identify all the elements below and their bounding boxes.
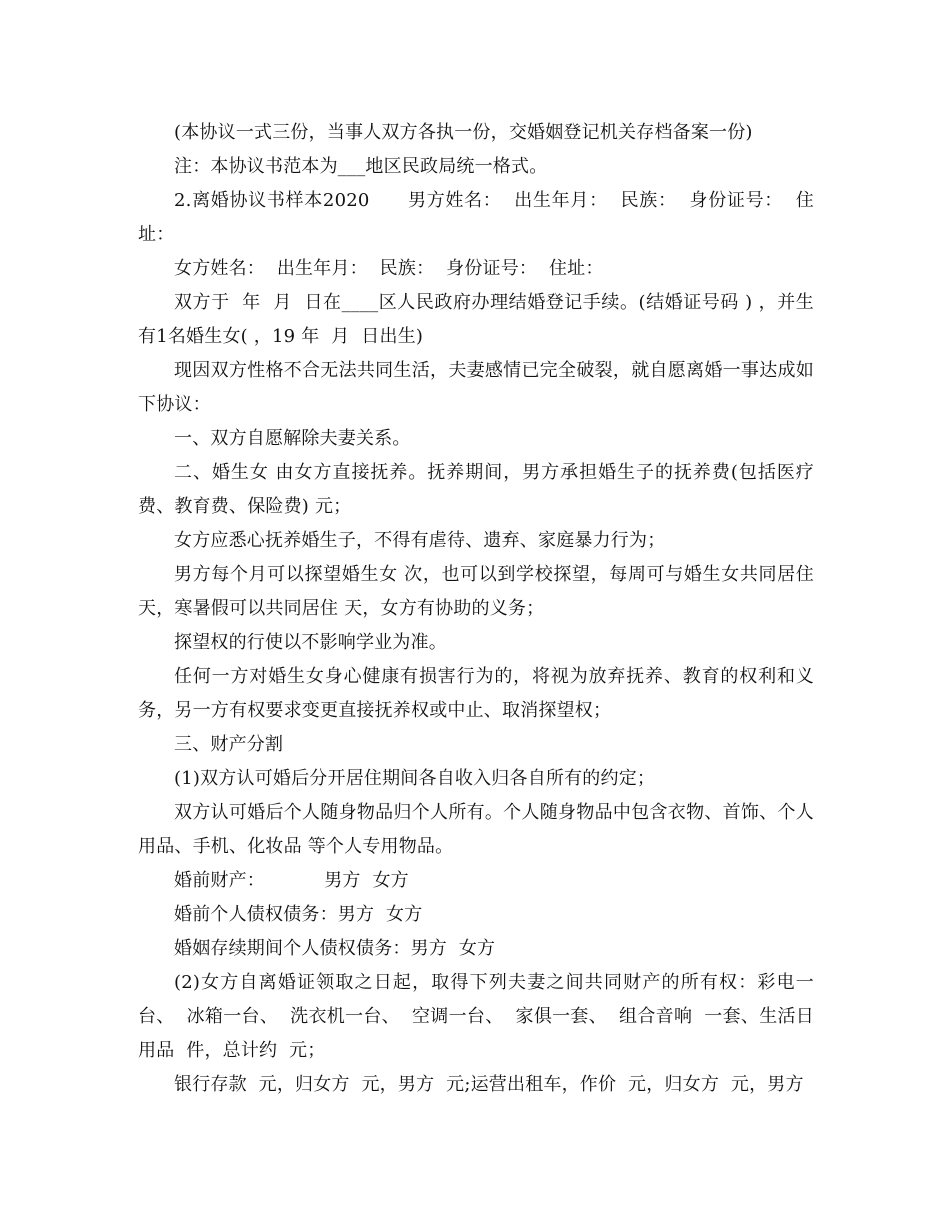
visitation-rights: 男方每个月可以探望婚生女 次，也可以到学校探望，每周可与婚生女共同居住 天，寒暑假可以共同居住 天，女方有协助的义务； (138, 564, 814, 619)
woman-info: 女方姓名： 出生年月： 民族： 身份证号： 住址： (174, 258, 604, 279)
marriage-debts: 婚姻存续期间个人债权债务：男方 女方 (174, 938, 496, 959)
sample-heading-man-info: 2.离婚协议书样本2020 男方姓名： 出生年月： 民族： 身份证号： 住址： (138, 190, 814, 245)
document-body (138, 116, 814, 1102)
clause-custody: 二、婚生女 由女方直接抚养。抚养期间，男方承担婚生子的抚养费(包括医疗费、教育费、保险费) 元； (138, 462, 814, 517)
marriage-registration: 双方于 年 月 日在____区人民政府办理结婚登记手续。(结婚证号码 ) ，并生有1名婚生女( ，19 年 月 日出生) (138, 292, 814, 347)
premarital-property: 婚前财产： 男方 女方 (174, 870, 409, 891)
shared-property: (2)女方自离婚证领取之日起，取得下列夫妻之间共同财产的所有权：彩电一台、 冰箱一台、 洗衣机一台、 空调一台、 家俱一套、 组合音响 一套、生活日用品 件，总计约 元； (138, 972, 814, 1061)
income-agreement: (1)双方认可婚后分开居住期间各自收入归各自所有的约定； (174, 768, 656, 789)
clause-property: 三、财产分割 (174, 734, 284, 755)
visitation-limit: 探望权的行使以不影响学业为准。 (174, 632, 447, 653)
premarital-debts: 婚前个人债权债务：男方 女方 (174, 904, 423, 925)
custody-care: 女方应悉心抚养婚生子，不得有虐待、遗弃、家庭暴力行为； (174, 530, 666, 551)
divorce-reason: 现因双方性格不合无法共同生活，夫妻感情已完全破裂，就自愿离婚一事达成如下协议： (138, 360, 814, 415)
custody-change: 任何一方对婚生女身心健康有损害行为的，将视为放弃抚养、教育的权利和义务，另一方有权要求变更直接抚养权或中止、取消探望权； (138, 666, 814, 721)
clause-dissolve: 一、双方自愿解除夫妻关系。 (174, 428, 411, 449)
copies-note: (本协议一式三份，当事人双方各执一份，交婚姻登记机关存档备案一份) (174, 122, 753, 143)
personal-items: 双方认可婚后个人随身物品归个人所有。个人随身物品中包含衣物、首饰、个人用品、手机、化妆品 等个人专用物品。 (138, 802, 814, 857)
bank-deposit: 银行存款 元，归女方 元，男方 元;运营出租车，作价 元，归女方 元，男方 (174, 1074, 804, 1095)
template-note: 注：本协议书范本为___地区民政局统一格式。 (174, 156, 548, 177)
